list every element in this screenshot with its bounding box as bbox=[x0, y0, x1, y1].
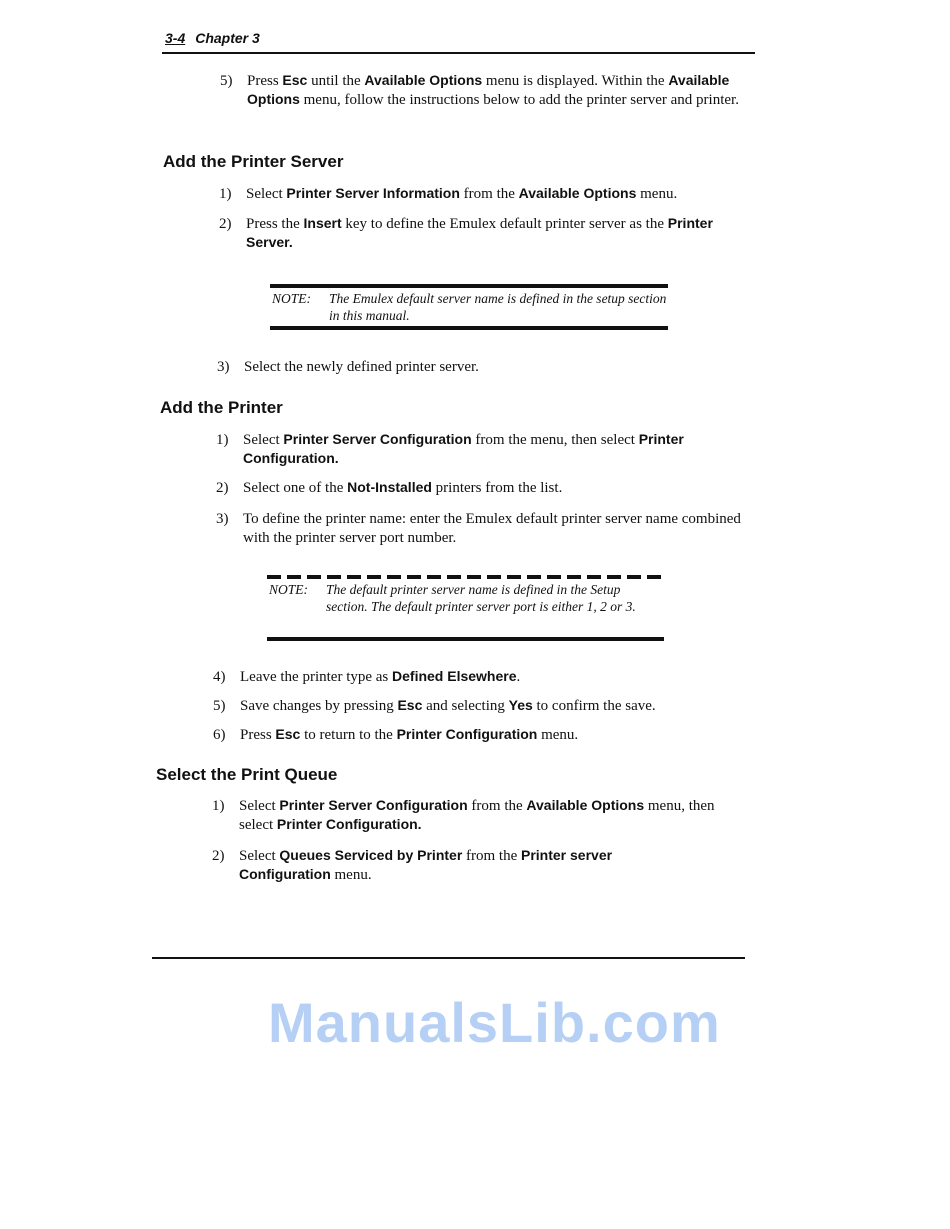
item-number: 2) bbox=[216, 480, 229, 496]
list-item bbox=[212, 847, 679, 885]
item-text: Press bbox=[247, 73, 283, 89]
note bbox=[272, 290, 668, 324]
item-number: 1) bbox=[216, 432, 229, 448]
item-text: until the bbox=[307, 73, 365, 89]
item-number: 5) bbox=[213, 698, 226, 714]
item-number: 5) bbox=[220, 73, 233, 89]
note-label: NOTE: bbox=[272, 291, 312, 306]
bold-term: Insert bbox=[303, 215, 342, 231]
note bbox=[269, 581, 664, 615]
note-rule-top bbox=[267, 575, 664, 579]
bold-term: Defined Elsewhere bbox=[392, 668, 517, 684]
item-text: Select bbox=[243, 432, 284, 448]
list-item bbox=[219, 215, 736, 253]
item-text: key to define the Emulex default printer server as the bbox=[341, 216, 668, 232]
bold-term: Printer Configuration. bbox=[276, 816, 422, 832]
list-item bbox=[213, 726, 745, 745]
list-item bbox=[213, 697, 745, 716]
bold-term: Printer Server Configuration bbox=[279, 797, 468, 813]
item-number: 4) bbox=[213, 669, 226, 685]
bold-term: Esc bbox=[282, 72, 308, 88]
bold-term: Printer Server. bbox=[246, 215, 713, 250]
bold-term: Printer Configuration. bbox=[243, 431, 684, 466]
item-text: Save changes by pressing bbox=[240, 698, 398, 714]
bold-term: Printer Server Configuration bbox=[283, 431, 472, 447]
watermark: ManualsLib.com bbox=[268, 991, 721, 1054]
list-item bbox=[213, 668, 745, 687]
list-item bbox=[216, 431, 748, 469]
item-text: to confirm the save. bbox=[532, 698, 656, 714]
section-heading: Select the Print Queue bbox=[156, 765, 338, 784]
item-text: menu is displayed. Within the bbox=[482, 73, 669, 89]
item-number: 2) bbox=[219, 216, 232, 232]
list-item bbox=[212, 797, 744, 835]
section-heading: Add the Printer bbox=[160, 398, 283, 417]
list-item bbox=[219, 185, 761, 204]
list-item bbox=[220, 72, 762, 110]
item-number: 1) bbox=[219, 186, 232, 202]
list-item bbox=[217, 358, 744, 377]
note-text: The Emulex default server name is defined in the setup section in this manual. bbox=[329, 291, 667, 323]
item-text: from the menu, then select bbox=[471, 432, 639, 448]
bold-term: Esc bbox=[397, 697, 423, 713]
item-number: 1) bbox=[212, 798, 225, 814]
item-text: menu. bbox=[537, 727, 579, 743]
bold-term: Available Options bbox=[526, 797, 645, 813]
bold-term: Printer Configuration bbox=[396, 726, 538, 742]
running-header bbox=[165, 30, 260, 46]
item-text: To define the printer name: enter the Emulex default printer server name combined with the printer server port number. bbox=[243, 511, 741, 546]
chapter-title: Chapter 3 bbox=[195, 30, 260, 46]
note-rule-top bbox=[270, 284, 668, 288]
item-text: menu. bbox=[330, 867, 372, 883]
item-text: to return to the bbox=[300, 727, 397, 743]
footer-rule bbox=[152, 957, 745, 959]
item-text: Select bbox=[239, 798, 280, 814]
item-text: Press the bbox=[246, 216, 304, 232]
item-number: 3) bbox=[216, 511, 229, 527]
bold-term: Not-Installed bbox=[347, 479, 432, 495]
item-text: from the bbox=[467, 798, 527, 814]
item-number: 3) bbox=[217, 359, 230, 375]
bold-term: Available Options bbox=[247, 72, 730, 107]
item-text: Select bbox=[239, 848, 280, 864]
item-text: menu, then select bbox=[239, 798, 715, 833]
note-label: NOTE: bbox=[269, 582, 309, 597]
item-text: from the bbox=[462, 848, 521, 864]
item-text: . bbox=[516, 669, 521, 685]
section-heading: Add the Printer Server bbox=[163, 152, 344, 171]
item-text: menu, follow the instructions below to add the printer server and printer. bbox=[299, 92, 739, 108]
header-rule bbox=[162, 52, 755, 54]
item-text: menu. bbox=[636, 186, 678, 202]
item-text: Select bbox=[246, 186, 287, 202]
item-text: Press bbox=[240, 727, 276, 743]
bold-term: Queues Serviced by Printer bbox=[279, 847, 463, 863]
item-number: 6) bbox=[213, 727, 226, 743]
bold-term: Available Options bbox=[518, 185, 637, 201]
list-item bbox=[216, 479, 748, 498]
bold-term: Esc bbox=[275, 726, 301, 742]
list-item bbox=[216, 510, 748, 548]
item-text: from the bbox=[459, 186, 519, 202]
note-rule-bottom bbox=[270, 326, 668, 330]
item-text: Leave the printer type as bbox=[240, 669, 393, 685]
bold-term: Available Options bbox=[364, 72, 483, 88]
bold-term: Yes bbox=[508, 697, 533, 713]
item-text: Select one of the bbox=[243, 480, 348, 496]
item-text: Select the newly defined printer server. bbox=[244, 359, 479, 375]
bold-term: Printer server Configuration bbox=[239, 847, 613, 882]
note-rule-bottom bbox=[267, 637, 664, 641]
bold-term: Printer Server Information bbox=[286, 185, 460, 201]
item-text: and selecting bbox=[422, 698, 509, 714]
item-number: 2) bbox=[212, 848, 225, 864]
page-number: 3-4 bbox=[165, 30, 186, 46]
item-text: printers from the list. bbox=[431, 480, 563, 496]
note-text: The default printer server name is defined in the Setup section. The default printer server port is either 1, 2 or 3. bbox=[326, 582, 636, 614]
